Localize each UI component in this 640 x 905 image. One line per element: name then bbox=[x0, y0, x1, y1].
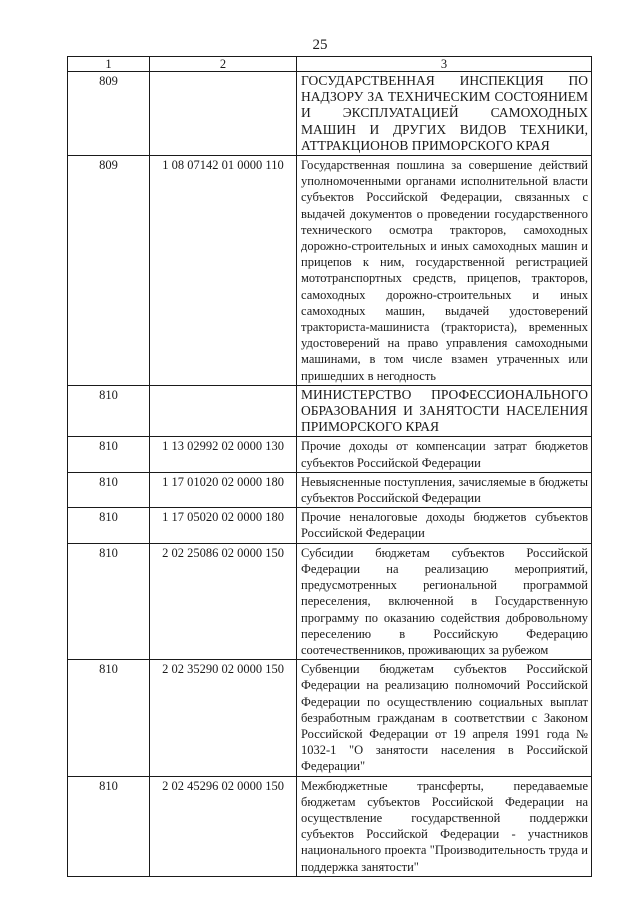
admin-code-cell: 810 bbox=[68, 437, 150, 472]
page-number: 25 bbox=[312, 37, 328, 53]
table-row bbox=[68, 156, 592, 386]
table-header-row bbox=[68, 57, 592, 72]
admin-code-cell: 810 bbox=[68, 472, 150, 507]
revenue-code-cell: 1 17 05020 02 0000 180 bbox=[150, 508, 297, 543]
revenue-description-cell: Субвенции бюджетам субъектов Российской Федерации на реализацию полномочий Российской Федерации по осуществлению социальных выплат безработным гражданам в соответствии с Законом Российской Федерации от 19 апреля 1991 года № 1032-1 "О занятости населения в Российской Федерации" bbox=[297, 660, 592, 776]
revenue-code-cell: 2 02 45296 02 0000 150 bbox=[150, 776, 297, 876]
admin-code-cell: 810 bbox=[68, 660, 150, 776]
revenue-description-cell: Прочие доходы от компенсации затрат бюджетов субъектов Российской Федерации bbox=[297, 437, 592, 472]
revenue-description-cell: Межбюджетные трансферты, передаваемые бюджетам субъектов Российской Федерации на осуществление государственной поддержки субъектов Российской Федерации - участников национального проекта "Производительность труда и поддержка занятости" bbox=[297, 776, 592, 876]
agency-heading-cell: ГОСУДАРСТВЕННАЯ ИНСПЕКЦИЯ ПО НАДЗОРУ ЗА ТЕХНИЧЕСКИМ СОСТОЯНИЕМ И ЭКСПЛУАТАЦИЕЙ САМОХОДНЫХ МАШИН И ДРУГИХ ВИДОВ ТЕХНИКИ, АТТРАКЦИОНОВ ПРИМОРСКОГО КРАЯ bbox=[297, 72, 592, 156]
table-row bbox=[68, 543, 592, 659]
column-header-1: 1 bbox=[68, 57, 150, 72]
revenue-code-cell: 2 02 25086 02 0000 150 bbox=[150, 543, 297, 659]
table-row bbox=[68, 660, 592, 776]
agency-heading-cell: МИНИСТЕРСТВО ПРОФЕССИОНАЛЬНОГО ОБРАЗОВАНИЯ И ЗАНЯТОСТИ НАСЕЛЕНИЯ ПРИМОРСКОГО КРАЯ bbox=[297, 385, 592, 437]
admin-code-cell: 810 bbox=[68, 508, 150, 543]
revenue-code-cell bbox=[150, 385, 297, 437]
table-row bbox=[68, 508, 592, 543]
column-header-3: 3 bbox=[297, 57, 592, 72]
admin-code-cell: 810 bbox=[68, 385, 150, 437]
revenue-code-cell: 1 13 02992 02 0000 130 bbox=[150, 437, 297, 472]
table-row bbox=[68, 72, 592, 156]
revenue-description-cell: Государственная пошлина за совершение действий уполномоченными органами исполнительной власти субъектов Российской Федерации, связанных с выдачей документов о проведении государственного технического осмотра тракторов, самоходных дорожно-строительных и иных самоходных машин и прицепов к ним, государственной регистрацией мототранспортных средств, прицепов, тракторов, самоходных дорожно-строительных и иных самоходных машин, выдачей удостоверений тракториста-машиниста (тракториста), временных удостоверений на право управления самоходными машинами, в том числе взамен утраченных или пришедших в негодность bbox=[297, 156, 592, 386]
revenue-description-cell: Субсидии бюджетам субъектов Российской Федерации на реализацию мероприятий, предусмотренных региональной программой переселения, включенной в Государственную программу по оказанию содействия добровольному переселению в Российскую Федерацию соотечественников, проживающих за рубежом bbox=[297, 543, 592, 659]
table-row bbox=[68, 437, 592, 472]
revenue-description-cell: Невыясненные поступления, зачисляемые в бюджеты субъектов Российской Федерации bbox=[297, 472, 592, 507]
table-row bbox=[68, 472, 592, 507]
admin-code-cell: 809 bbox=[68, 156, 150, 386]
revenue-code-cell: 1 08 07142 01 0000 110 bbox=[150, 156, 297, 386]
column-header-2: 2 bbox=[150, 57, 297, 72]
revenue-code-cell: 1 17 01020 02 0000 180 bbox=[150, 472, 297, 507]
revenue-description-cell: Прочие неналоговые доходы бюджетов субъектов Российской Федерации bbox=[297, 508, 592, 543]
revenue-code-cell bbox=[150, 72, 297, 156]
admin-code-cell: 810 bbox=[68, 776, 150, 876]
table-row bbox=[68, 385, 592, 437]
revenue-code-cell: 2 02 35290 02 0000 150 bbox=[150, 660, 297, 776]
admin-code-cell: 809 bbox=[68, 72, 150, 156]
table-row bbox=[68, 776, 592, 876]
admin-code-cell: 810 bbox=[68, 543, 150, 659]
budget-revenue-table bbox=[67, 56, 592, 877]
